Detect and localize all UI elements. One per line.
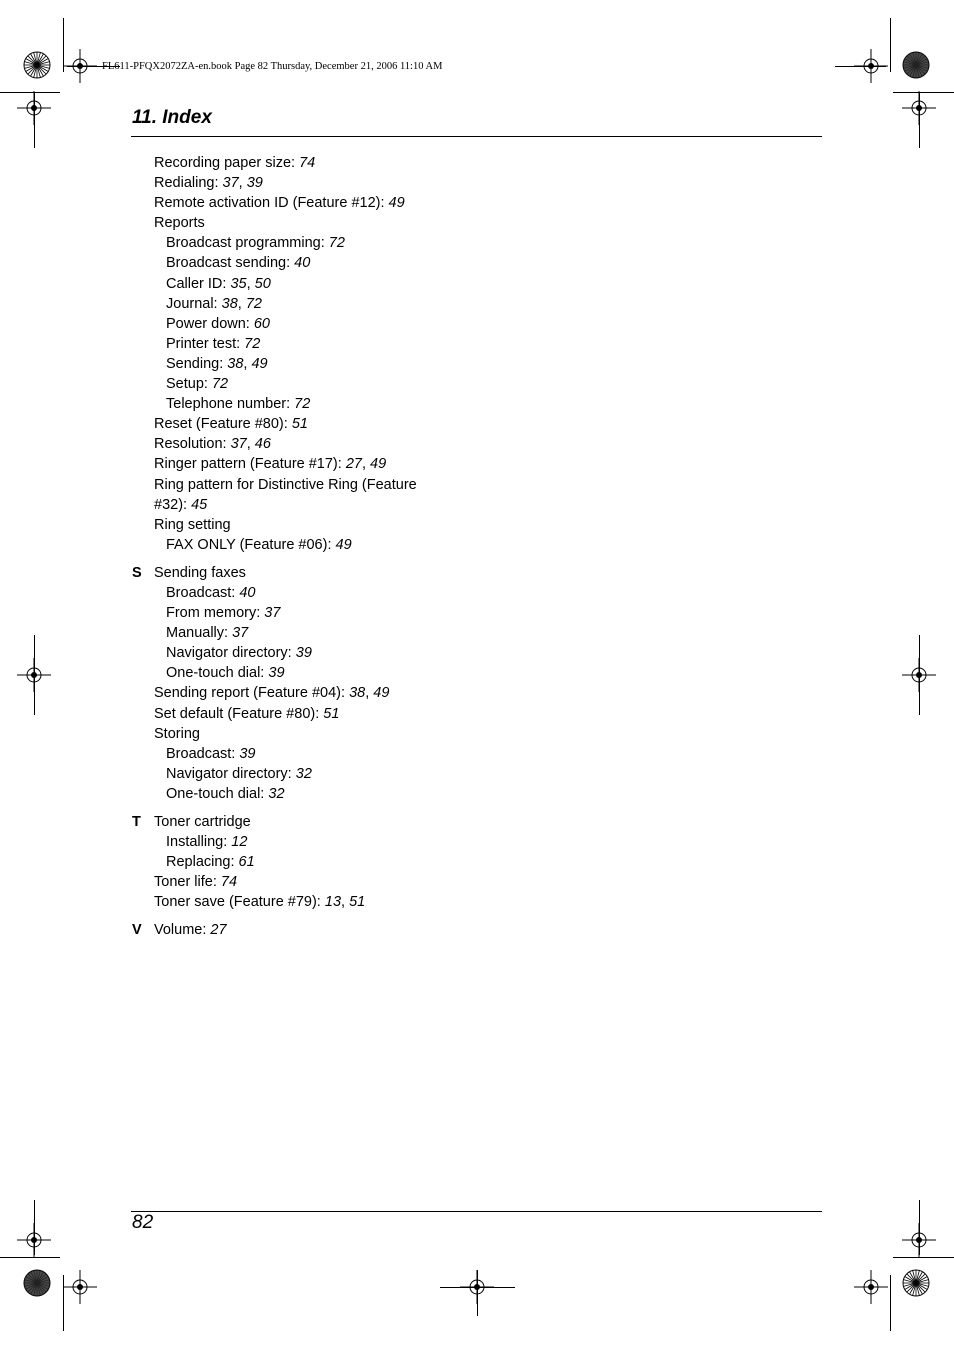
page-reference: 49 <box>335 536 352 553</box>
page-reference: 38 <box>349 685 366 702</box>
index-entry <box>132 852 452 872</box>
crosshair-mark-icon <box>854 1270 888 1304</box>
page-reference: 39 <box>239 745 256 762</box>
page-reference: 74 <box>220 874 238 891</box>
entry-text: Ring pattern for Distinctive Ring (Feature #32): <box>154 476 417 513</box>
index-entry <box>132 414 452 434</box>
index-group <box>132 920 452 940</box>
entry-text: Set default (Feature #80): <box>154 705 324 722</box>
index-group <box>132 563 452 804</box>
index-entry <box>132 563 452 583</box>
index-entry <box>132 643 452 663</box>
page-reference: 51 <box>291 416 308 433</box>
page-reference: 49 <box>251 355 268 372</box>
starburst-target-icon <box>902 1269 930 1297</box>
crosshair-mark-icon <box>63 1270 97 1304</box>
crop-line <box>890 18 891 72</box>
index-entry <box>132 603 452 623</box>
index-entry <box>132 744 452 764</box>
page-reference: 37 <box>230 436 247 453</box>
entry-text: Broadcast sending: <box>166 255 295 272</box>
crop-line <box>34 92 35 148</box>
crop-line <box>890 1275 891 1331</box>
crop-line <box>919 635 920 715</box>
starburst-target-icon <box>23 51 51 79</box>
index-entry <box>132 475 444 515</box>
index-entry: Resolution: 37, 46 <box>154 436 271 453</box>
entry-text: Toner cartridge <box>154 814 251 830</box>
page-reference: 35 <box>230 275 247 292</box>
entry-text: Reset (Feature #80): <box>154 416 292 433</box>
page-reference: 49 <box>388 195 405 212</box>
index-entry <box>132 153 452 173</box>
footer-rule <box>131 1211 822 1212</box>
index-entry: Toner save (Feature #79): 13, 51 <box>154 894 366 911</box>
entry-text: Sending report (Feature #04): <box>154 685 350 702</box>
entry-text: Recording paper size: <box>154 155 300 171</box>
page-reference: 32 <box>295 765 312 782</box>
entry-text: Broadcast programming: <box>166 235 329 252</box>
file-info-header: FL611-PFQX2072ZA-en.book Page 82 Thursday, December 21, 2006 11:10 AM <box>102 61 443 72</box>
page-reference: 72 <box>211 376 229 393</box>
section-title: 11. Index <box>132 107 212 128</box>
page-reference: 32 <box>268 785 285 802</box>
crop-line <box>477 1270 478 1316</box>
index-entry <box>132 193 452 213</box>
entry-text: Ringer pattern (Feature #17): <box>154 456 346 473</box>
index-entry: Ringer pattern (Feature #17): 27, 49 <box>154 456 387 473</box>
index-entry: Sending: 38, 49 <box>166 355 268 372</box>
page-reference: 37 <box>232 625 249 642</box>
index-entry <box>132 724 452 744</box>
entry-text: One-touch dial: <box>166 785 269 802</box>
entry-text: One-touch dial: <box>166 665 269 682</box>
page-reference: 39 <box>246 175 263 192</box>
page-number: 82 <box>132 1212 154 1233</box>
entry-text: Caller ID: <box>166 275 231 292</box>
page-reference: 37 <box>222 175 239 192</box>
index-entry <box>132 535 452 555</box>
entry-text: Installing: <box>166 834 232 851</box>
entry-text: Power down: <box>166 315 254 332</box>
index-entry <box>132 872 452 892</box>
crop-line <box>919 1200 920 1255</box>
page-reference: 74 <box>299 155 316 171</box>
index-entry <box>132 583 452 603</box>
index-entry <box>132 920 452 940</box>
entry-text: Replacing: <box>166 854 239 871</box>
index-entry <box>132 213 452 233</box>
page-reference: 40 <box>294 255 311 272</box>
index-entry <box>132 253 452 273</box>
page-reference: 72 <box>245 295 262 312</box>
entry-text: Broadcast: <box>166 584 240 601</box>
index-entry <box>132 812 452 832</box>
page-reference: 49 <box>373 685 390 702</box>
index-entry <box>132 374 452 394</box>
page-reference: 72 <box>244 335 261 352</box>
crop-line <box>34 635 35 715</box>
header-rule <box>131 136 822 137</box>
index-group <box>132 812 452 912</box>
index-entry <box>132 704 452 724</box>
entry-text: Toner life: <box>154 874 221 891</box>
entry-text: Remote activation ID (Feature #12): <box>154 195 389 212</box>
entry-text: Redialing: <box>154 175 223 192</box>
page-reference: 37 <box>264 605 281 622</box>
crop-line <box>835 66 886 67</box>
entry-text: Reports <box>154 215 205 232</box>
crop-line <box>67 66 120 67</box>
index-entry: Caller ID: 35, 50 <box>166 275 271 292</box>
index-entry: Journal: 38, 72 <box>166 295 262 312</box>
crop-line <box>0 1257 60 1258</box>
index-letter: V <box>132 922 142 939</box>
index-entry <box>132 784 452 804</box>
entry-text: FAX ONLY (Feature #06): <box>166 536 336 553</box>
page-reference: 50 <box>254 275 271 292</box>
entry-text: Setup: <box>166 376 212 393</box>
index-entry <box>132 663 452 683</box>
page-reference: 61 <box>238 854 255 871</box>
entry-text: Storing <box>154 725 200 742</box>
index-entry <box>132 334 452 354</box>
page-reference: 39 <box>268 665 285 682</box>
crop-line <box>893 1257 954 1258</box>
entry-text: Journal: <box>166 295 222 312</box>
index-entry <box>132 314 452 334</box>
entry-text: Telephone number: <box>166 396 295 413</box>
page-reference: 45 <box>191 496 208 513</box>
gray-target-icon <box>23 1269 51 1297</box>
entry-text: Navigator directory: <box>166 645 296 662</box>
page-reference: 27 <box>210 922 227 939</box>
entry-text: Sending: <box>166 355 228 372</box>
entry-text: Resolution: <box>154 436 231 453</box>
entry-text: From memory: <box>166 605 265 622</box>
index-entry <box>132 764 452 784</box>
entry-text: Ring setting <box>154 516 231 533</box>
entry-text: Sending faxes <box>154 564 246 581</box>
page-reference: 40 <box>239 584 256 601</box>
crop-line <box>0 92 60 93</box>
index-group <box>132 153 452 555</box>
index-entry <box>132 394 452 414</box>
index-letter: T <box>132 814 141 830</box>
entry-text: Navigator directory: <box>166 765 296 782</box>
crop-line <box>63 1275 64 1331</box>
crop-line <box>63 18 64 72</box>
entry-text: Toner save (Feature #79): <box>154 894 325 911</box>
crop-line <box>34 1200 35 1255</box>
entry-text: Broadcast: <box>166 745 240 762</box>
crop-line <box>919 92 920 148</box>
page-reference: 27 <box>345 456 362 473</box>
page-reference: 13 <box>324 894 342 911</box>
gray-target-icon <box>902 51 930 79</box>
index-entry <box>132 233 452 253</box>
index-entry <box>132 832 452 852</box>
page-reference: 49 <box>370 456 387 473</box>
index-entry <box>132 515 452 535</box>
page-reference: 72 <box>294 396 311 413</box>
index-list <box>132 153 452 949</box>
index-letter: S <box>132 564 142 581</box>
page-reference: 12 <box>231 834 248 851</box>
page-reference: 38 <box>221 295 238 312</box>
index-entry <box>132 623 452 643</box>
entry-text: Manually: <box>166 625 233 642</box>
index-entry: Sending report (Feature #04): 38, 49 <box>154 685 390 702</box>
page-reference: 72 <box>328 235 345 252</box>
crop-line <box>893 92 954 93</box>
index-entry: Redialing: 37, 39 <box>154 175 263 192</box>
page-reference: 51 <box>349 894 366 911</box>
page-reference: 39 <box>295 645 312 662</box>
page-reference: 51 <box>323 705 340 722</box>
entry-text: Volume: <box>154 922 211 939</box>
page-reference: 38 <box>227 355 244 372</box>
page-reference: 60 <box>253 315 270 332</box>
entry-text: Printer test: <box>166 335 245 352</box>
page-reference: 46 <box>254 436 271 453</box>
